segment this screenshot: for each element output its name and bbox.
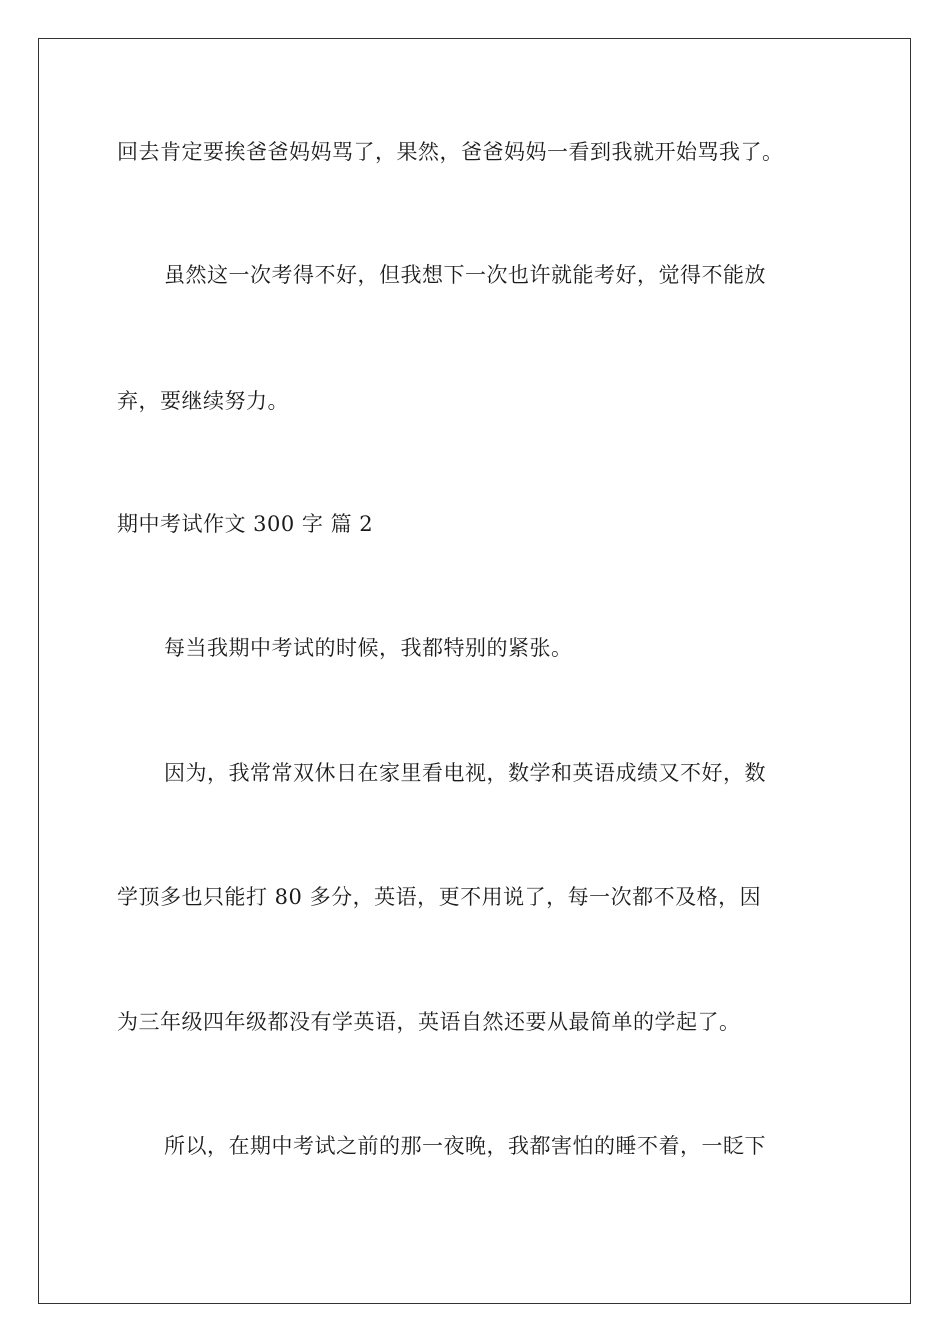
paragraph-line: 回去肯定要挨爸爸妈妈骂了，果然，爸爸妈妈一看到我就开始骂我了。 <box>117 140 784 164</box>
paragraph-line: 弃，要继续努力。 <box>117 389 289 413</box>
paragraph-line: 虽然这一次考得不好，但我想下一次也许就能考好，觉得不能放 <box>164 263 766 287</box>
paragraph-line: 每当我期中考试的时候，我都特别的紧张。 <box>164 636 573 660</box>
section-heading: 期中考试作文 300 字 篇 2 <box>117 512 374 536</box>
paragraph-line: 因为，我常常双休日在家里看电视，数学和英语成绩又不好，数 <box>164 761 766 785</box>
paragraph-line: 所以，在期中考试之前的那一夜晚，我都害怕的睡不着，一眨下 <box>164 1134 766 1158</box>
paragraph-line: 为三年级四年级都没有学英语，英语自然还要从最简单的学起了。 <box>117 1010 741 1034</box>
page-border <box>38 38 911 1304</box>
paragraph-line: 学顶多也只能打 80 多分，英语，更不用说了，每一次都不及格，因 <box>117 885 762 909</box>
